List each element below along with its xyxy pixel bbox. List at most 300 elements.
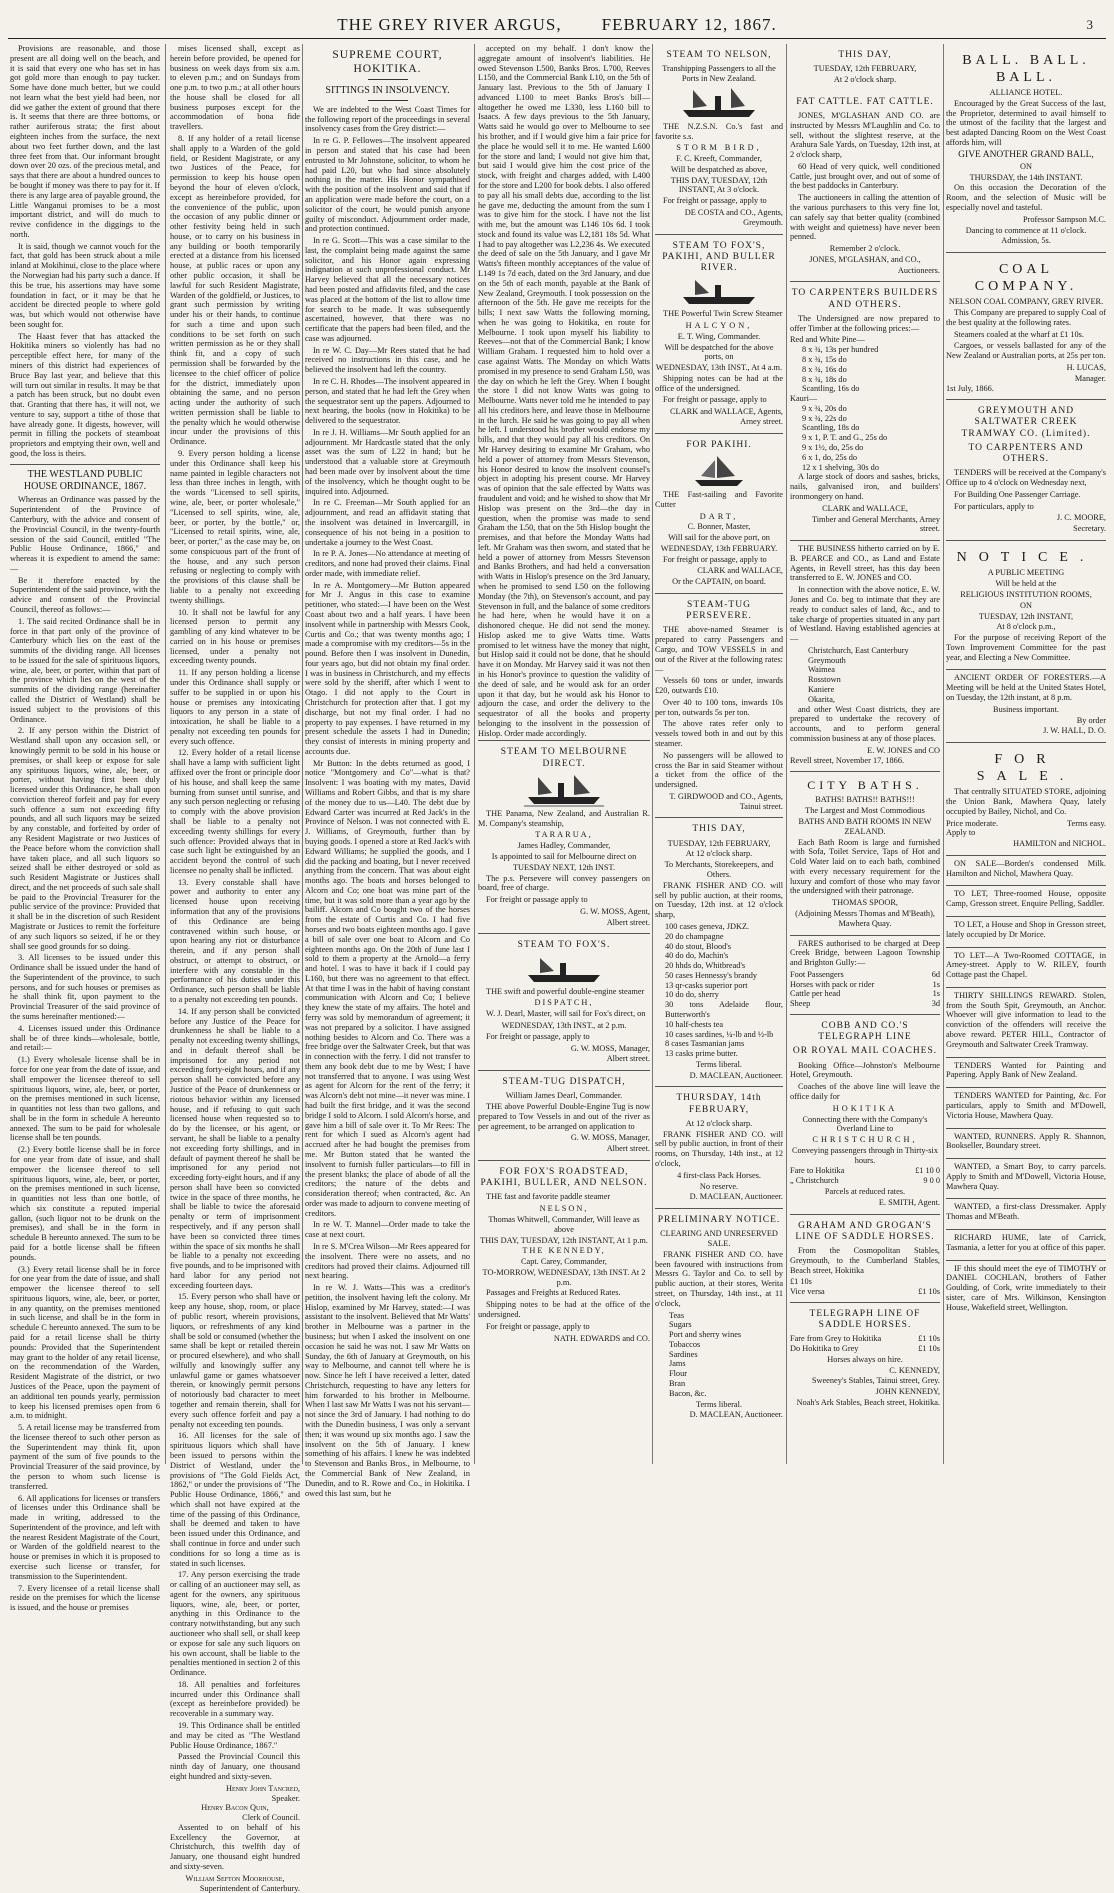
- auction-item: Port and sherry wines: [669, 1330, 742, 1340]
- advertisement: [790, 44, 940, 91]
- ad-text: For freight or passage, apply to: [663, 395, 767, 405]
- fare-value: £1 10 0: [915, 1166, 940, 1176]
- ad-text: For freight or passage apply to: [486, 895, 588, 905]
- ordinance-paragraph: 17. Any person exercising the trade or calling of an auctioneer may sell, as agent for the owners, any spirituous liquors, wine, ale, beer, or porter, anything in this Ordinance to the contrary notwithstanding, but any such auctioneer who shall sell, or shall keep or expose for sale any such liquors on his own account, shall be liable to the penalties mentioned in section 2 of this Ordinance.: [170, 1570, 300, 1678]
- ad-signature: By order: [1076, 715, 1106, 725]
- ad-signature: E. W. JONES and CO: [867, 745, 940, 755]
- ad-subheading: Transhipping Passengers to all the Ports in New Zealand.: [662, 64, 776, 83]
- ad-heading: BALL. BALL. BALL.: [962, 53, 1090, 85]
- ad-date: WEDNESDAY, 13th INST., at 2 p.m.: [501, 1021, 627, 1031]
- auction-item-list: [655, 922, 783, 1059]
- ordinance-paragraph: 5. A retail license may be transferred from the licensee thereof to such other person as the Superintendent may think fit, upon payment of the sum of five pounds to the Provincial Treasurer of the said province, by the person to whom such license is transferred.: [10, 1423, 160, 1491]
- classified-ad: [946, 1129, 1106, 1160]
- classified-ad: [946, 1199, 1106, 1230]
- page-number: 3: [1086, 17, 1094, 32]
- court-paragraph: In re S. M'Crea Wilson—Mr Rees appeared for the insolvent. There were no assets, and no creditors had proved their claims. Adjourned till next hearing.: [305, 1241, 470, 1281]
- ad-heading: STEAM-TUG DISPATCH,: [502, 1077, 626, 1088]
- ad-address: Albert street.: [606, 1054, 650, 1064]
- article-paragraph: Provisions are reasonable, and those present are all doing well on the beach, and it is said that every one who has set in has got gold more than enough to pay tucker. Some have done much better, but we could not learn what the best yield had been, nor did we gather the extent of ground that there is. It seems that there are three bottoms, or rather auriferous strata; the first about eighteen inches from the surface, the next about two feet further down, and the last three feet from that. Our informant brought down over 20 ozs. of the precious metal, and says that there are about a hundred ounces to be bought if money was there to pay for it. If there is any large area of payable ground, the Little Wanganui promises to be a most important district, and will do much to revive confidence in the diggings to the north.: [10, 44, 160, 239]
- ad-text: Will be held at the: [995, 579, 1057, 589]
- court-paragraph: Mr Button: In the debts returned as good, I notice "Montgomery and Co"—what is that? Insolvent: I was boating with my mates, David Williams and Robert Gibbs, and that is my share of the money due to us—L40. The debt due by Edward Carter was incurred at Red Jack's in the Province of Nelson. I was not connected with E. J. Williams, of Greymouth, further than by buying goods. I opened a store at Red Jack's with Edward Williams; he supplied the goods, and I did the packing and boating, but I never received anything from the concern. That was about eight months ago. The boats and horses belonged to Alcorn and Co; one boat was mine part of the time, but it was sold more than a year ago by the bailiff. Alcorn and Co bought two of the horses from the estate of Curtis and Co. I had five horses and two boats eighteen months ago. I gave a bill of sale over one boat to Alcorn and Co eighteen months ago. On the 20th of June last I sold to them a property at the Arnold—a ferry and hotel. I was to have it back if I could pay L160, but there was no agreement to that effect. At that time I was in the habit of having constant communication with Alcorn and Co; I believe they knew the state of my affairs. The hotel and ferry was sold by memorandum of agreement; it was not prepared by a solicitor. I have assigned nothing besides to Alcorn and Co. There was a free bridge over the Saltwater Creek, but that was in connection with the ferry. I did not transfer to them any book debt due to me by West; I have not transferred that to anyone. I was using West as agent for Alcorn for the rent of the ferry; it was Alcorn's debt not mine—it never was mine. I had built the first bridge, and it was the second bridge I sold to Alcorn. I sold Alcorn's horse, and gave him a bill of sale over it. To Mr Rees: The rent for which I sued as Alcorn's agent had accrued after he had bought the premises from me. Mr Button stated that he wanted the insolvent to furnish fuller particulars—to fill in the present blanks; the place of abode of all the creditors; the nature of the debts and consideration thereof; when contracted, &c. An order was made to adjourn to convene meeting of creditors.: [305, 758, 470, 1218]
- court-paragraph: In re J. H. Williams—Mr South applied for an adjournment. Mr Hardcastle stated that the only asset was the sum of L22 in hand; but he understood that a valuable store at Greymouth had been made over by insolvent about the time of the insolvency, which he thought ought to be inquired into. Adjourned.: [305, 427, 470, 496]
- ad-text: Will be despatched for the above ports, on: [664, 342, 774, 362]
- fare-row: [790, 980, 940, 990]
- fare-row: [790, 989, 940, 999]
- fare-value: 6d: [931, 969, 940, 979]
- ordinance-paragraph: 1. The said recited Ordinance shall be in force in that part only of the province of Canterbury which lies on the east of the summits of the dividing range. All licenses to be issued for the sale of spirituous liquors, wine, ale, beer, or porter, within that part of the province which lies on the west of the summits of the dividing range (hereinafter called the District of Westland) shall be issued subject to the provisions of this Ordinance.: [10, 616, 160, 724]
- fare-note: Parcels at reduced rates.: [824, 1187, 906, 1197]
- classified-ad: [946, 948, 1106, 988]
- ad-agent: G. W. MOSS, Manager,: [570, 1043, 650, 1053]
- ordinance-paragraph: 8. If any holder of a retail license shall apply to a Warden of the gold field, or Resident Magistrate, or any two Justices of the Peace, for permission to keep his house open beyond the hour of eleven o'clock, except as hereinbefore provided, for the convenience of the public, upon the occasion of any public dinner or other festivity being held in such house, or to carry on his business in any building or booth temporarily erected at a distance from his licensed house, at public races or upon any other public occasion, it shall be lawful for such Resident Magistrate, Warden of the goldfield, or Justices, to grant such permission by writing under his or their hands, to continue for such a time and upon such conditions to be set forth on such written permission as he or they shall think fit, and a copy of such permission shall be forwarded by the licensee to the chief officer of police for the district, immediately upon obtaining the same, and no person acting under the authority of such written permission shall be liable to the penalty which he would otherwise incur under the provisions of this Ordinance.: [170, 134, 300, 447]
- ordinance-paragraph: 7. Every licensee of a retail license shall reside on the premises for which the license is issued, and the house or premises: [10, 1583, 160, 1613]
- article-paragraph: The Haast fever that has attacked the Hokitika miners so violently has had no perceptible effect here, for many of the miners of this district had experiences of Bruce Bay last year, and believe that this will turn out similar in results. It may be that a patch has been struck, but no doubt even that. Granting that there has, it will not, we venture to say, support a tithe of those that have already gone. It digests, however, will permit in filling the pockets of steamboat proprietors and emptying their own, well and good, the loss is theirs.: [10, 331, 161, 459]
- advertisement: [478, 934, 650, 1071]
- ship-name: HALCYON,: [685, 320, 753, 330]
- ad-agent: G. W. MOSS, Agent,: [580, 906, 650, 916]
- ad-signature-role: Noah's Ark Stables, Beach street, Hokitika.: [796, 1397, 940, 1407]
- advertisement: [655, 818, 783, 1087]
- court-paragraph: In re G. Scott—This was a case similar to the last, the complaint being made against the same solicitor, and his Honor again expressing indignation at such unprofessional conduct. Mr Harvey believed that all the necessary notices had been posted and affidavits filed, and the case was placed at the bottom of the list to allow time for search to be made. It was subsequently ascertained, however, that there was no certificate that the papers had been filed, and the case was adjourned.: [305, 236, 470, 343]
- ad-rate: Vessels 60 tons or under, inwards £20, outwards £10.: [655, 676, 783, 696]
- ad-heading: PRELIMINARY NOTICE.: [657, 1215, 781, 1226]
- auctioneer-role: Auctioneers.: [897, 265, 940, 275]
- price-row: 8 x ¾, 13s per hundred: [802, 345, 879, 355]
- advertisement: [655, 594, 783, 818]
- column-divider: [165, 44, 166, 1464]
- ad-text: ON: [1020, 161, 1032, 171]
- court-paragraph: In re W. C. Day—Mr Rees stated that he had received no instructions in this case, and he believed the insolvent had left the country.: [305, 345, 470, 375]
- fare-label: Fare to Hokitika: [790, 1166, 845, 1176]
- ad-signature-role: Sweeney's Stables, Tainui street, Grey.: [811, 1376, 940, 1386]
- classified-ad: [946, 1088, 1106, 1128]
- ad-text: Conveying passengers through in Thirty-six hours.: [792, 1145, 938, 1165]
- ad-subheading: GIVE ANOTHER GRAND BALL,: [958, 149, 1094, 160]
- ad-heading: FOR PAKIHI.: [686, 439, 752, 450]
- agency-place: Christchurch, East Canterbury: [808, 645, 909, 655]
- ordinance-paragraph: 10. It shall not be lawful for any licensed person to permit any gambling of any kind whatever to be carried on in his house or premises licensed, under a penalty not exceeding twenty pounds.: [170, 607, 300, 666]
- auction-item: 10 do do, sherry: [665, 990, 719, 1000]
- price-list: [790, 404, 940, 472]
- ad-heading: STEAM-TUG PERSEVERE.: [686, 600, 752, 622]
- ad-text: Business important.: [993, 704, 1059, 714]
- classified-text: WANTED, a Smart Boy, to carry parcels. Apply to Smith and M'Dowell, Victoria House, Mawhera Quay.: [946, 1162, 1106, 1191]
- column-1: [10, 44, 161, 1613]
- fare-row: [790, 1166, 940, 1176]
- auction-item: Sardines: [669, 1349, 698, 1359]
- masthead-rule: [8, 38, 1106, 39]
- auction-item: 13 qr-casks superior port: [665, 980, 748, 990]
- advertisement: [790, 282, 940, 541]
- classified-text: TO LET, a House and Shop in Gresson street, lately occupied by Dr Morice.: [946, 920, 1106, 939]
- ad-text: For particulars, apply to: [954, 501, 1034, 511]
- article-paragraph: It is said, though we cannot vouch for the fact, that gold has been struck about a mile inland at Mokihinui, close to the place where the Norwegian had his party such a dance. If this be true, his assertions may have some foundation in fact, or it may be that he accident be directed people to where gold was, but which would not otherwise have been sought for.: [10, 241, 160, 329]
- ad-signature-role: Manager.: [1074, 373, 1106, 383]
- price-list: [790, 345, 940, 394]
- auctioneer: D. MACLEAN, Auctioneer.: [689, 1410, 783, 1420]
- signature: Henry Bacon Quin,: [201, 1803, 269, 1813]
- ad-text: For freight or passage, apply to: [486, 1031, 590, 1041]
- ad-text: For freight or passage, apply to: [663, 554, 767, 564]
- ad-text: Steamers coaled at the wharf at £1 10s.: [954, 329, 1084, 339]
- court-paragraph: In re G. P. Fellowes—The insolvent appeared in person and stated that his case had been entrusted to Mr Johnstone, solicitor, to whom he had paid L20, but who had since absolutely nothing in the matter. His Honor sympathised with the position of the insolvent and said that if an application were made before the court, on a solicitor of the court, he would punish anyone guilty of misconduct. Adjournment order made, and protection continued.: [305, 136, 470, 234]
- auction-item: 40 do do, Machin's: [665, 951, 729, 961]
- ad-heading: THURSDAY, 14th FEBRUARY,: [676, 1093, 762, 1115]
- masthead: [0, 12, 1114, 38]
- classified-text: TENDERS WANTED for Painting, &c. For particulars, apply to Smith and M'Dowell, Victoria House, Mawhera Quay.: [946, 1091, 1106, 1120]
- classified-ad: [946, 856, 1106, 887]
- ordinance-paragraph: Passed the Provincial Council this ninth day of January, one thousand eight hundred and sixty-seven.: [170, 1752, 300, 1781]
- price-group-label: Red and White Pine—: [790, 335, 865, 345]
- ad-heading: GRAHAM AND GROGAN'S LINE OF SADDLE HORSES.: [795, 1220, 935, 1242]
- advertisement: [655, 1209, 783, 1426]
- ad-address: Albert street.: [606, 1144, 650, 1154]
- ordinance-paragraph: 16. All licenses for the sale of spirituous liquors which shall have been issued to persons within the District of Westland, under the provisions of "The Gold Fields Act, 1862," or under the provisions of "The Public House Ordinance, 1866," and which shall not have expired at the time of the passing of this Ordinance, shall be deemed and taken to have been issued under this Ordinance, and shall continue in force and under such conditions for so long a time as is stated in such licenses.: [170, 1431, 300, 1568]
- classified-ad: [946, 1230, 1106, 1261]
- price-row: 9 x ¾, 22s do: [802, 413, 847, 423]
- ordinance-paragraph: 13. Every constable shall have power and authority to enter any licensed house upon receiving information that any of the provisions of this Ordinance are being contravened within such house, or upon hearing any riot or disturbance therein, and if any person shall obstruct, or attempt to obstruct, or interfere with any constable in the performance of his duties under this Ordinance, such person shall be liable to a penalty not exceeding ten pounds.: [170, 877, 300, 1004]
- ad-text: Booking Office—Johnston's Melbourne Hotel, Greymouth.: [790, 1060, 940, 1080]
- auction-item: 50 cases Hennessy's brandy: [665, 970, 758, 980]
- ad-text: Coaches of the above line will leave the office daily for: [790, 1082, 940, 1101]
- ad-date: TO-MORROW, WEDNESDAY, 13th INST. At 2 p.m.: [482, 1267, 646, 1287]
- ad-signature: JOHN KENNEDY,: [875, 1387, 940, 1397]
- column-3: [305, 44, 470, 1498]
- column-divider: [474, 44, 475, 1464]
- ad-text: THE Fast-sailing and Favorite Cutter: [655, 489, 783, 509]
- auctioneer: D. MACLEAN, Auctioneer.: [689, 1070, 783, 1080]
- ad-text: For the purpose of receiving Report of the Town Improvement Committee for the past year, and Electing a New Committee.: [946, 633, 1106, 662]
- ad-text: Passages and Freights at Reduced Rates.: [486, 1288, 621, 1298]
- ad-signature-role: Timber and General Merchants, Arney street.: [811, 514, 940, 534]
- ordinance-paragraph: (1.) Every wholesale license shall be in force for one year from the date of issue, and shall empower the licensee thereof to sell spirituous liquors, wine, ale, beer, or porter, on the premises mentioned in such license, in quantities not less than two gallons, and shall be in the form in schedule A hereunto annexed. The sum to be paid for wholesale license shall be ten pounds.: [10, 1055, 160, 1143]
- ad-text: For freight or passage, apply to: [663, 196, 767, 206]
- ad-date: 1st July, 1866.: [946, 384, 994, 394]
- classified-text: ON SALE—Borden's condensed Milk. Hamilton and Nichol, Mawhera Quay.: [946, 858, 1106, 878]
- auction-item: 4 first-class Pack Horses.: [677, 1170, 761, 1180]
- auctioneer: D. MACLEAN, Auctioneer.: [689, 1192, 783, 1202]
- ad-text: The Undersigned are now prepared to offer Timber at the following prices:—: [790, 313, 940, 333]
- assent-paragraph: Assented to on behalf of his Excellency the Governor, at Christchurch, this twelfth day of January, one thousand eight hundred and sixty-seven.: [170, 1822, 300, 1871]
- classified-ad: [946, 917, 1106, 948]
- ad-terms-row: [946, 819, 1106, 829]
- ad-agent: DE COSTA and CO., Agents, Greymouth.: [684, 208, 783, 227]
- fare-value: 3d: [931, 999, 940, 1009]
- ad-text: This Company are prepared to supply Coal of the best quality at the following rates.: [946, 307, 1106, 327]
- ad-heading: THIS DAY,: [692, 824, 746, 835]
- ad-text: James Hadley, Commander,: [517, 841, 611, 851]
- ad-heading: STEAM TO FOX'S.: [517, 940, 611, 951]
- auction-item-list: [655, 1311, 783, 1399]
- advertisement: [790, 936, 940, 1015]
- court-paragraph: In re W. T. Mannel—Order made to take the case at next court.: [305, 1220, 470, 1240]
- ad-date: THURSDAY, the 14th INSTANT.: [969, 172, 1083, 182]
- ad-text: THE N.Z.S.N. Co.'s fast and favorite s.s.: [655, 121, 783, 141]
- ship-name: DART,: [699, 511, 739, 521]
- ad-text: THE BUSINESS hitherto carried on by E. B. PEARCE and CO., as Land and Estate Agents, in Revell street, has this day been transferred to E. W. JONES and CO.: [790, 544, 940, 583]
- fare-row: [790, 1344, 940, 1354]
- ad-signature: CLARK and WALLACE,: [822, 503, 908, 513]
- auction-item: Bran: [669, 1379, 686, 1389]
- signature: Henry John Tancred,: [225, 1783, 300, 1793]
- ad-date: TUESDAY NEXT, 12th INST.: [512, 862, 616, 872]
- court-paragraph: In re C. H. Rhodes—The insolvent appeared in person, and stated that he had left the Grey when the sequestrator sent up the papers. Adjourned to next hearing, the books (now in Hokitika) to be delivered to the sequestrator.: [305, 377, 470, 426]
- ad-rate: Over 40 to 100 tons, inwards 10s per ton, outwards 5s per ton.: [655, 697, 783, 717]
- masthead-title: THE GREY RIVER ARGUS,: [337, 15, 562, 34]
- ad-heading: FOR SALE.: [976, 752, 1076, 784]
- price-row: Scantling, 18s do: [802, 423, 860, 433]
- ordinance-paragraph: 2. If any person within the District of Westland shall upon any occasion sell, or knowingly permit to be sold in his house or premises, or shall keep or expose for sale any spirituous liquors, wine, ale, beer, or porter, without having first been duly licensed under this Ordinance, he shall upon conviction thereof forfeit and pay for every such offence a sum not exceeding fifty pounds, and all such liquors may be seized by any constable, and forfeited by order of any Resident Magistrate or two Justices of the Peace before whom the conviction shall have taken place, and all such liquors so seized shall be either destroyed or sold as such Resident Magistrate or Justices shall direct, and the net proceeds of such sale shall be paid to the Provincial Treasurer for the public service of the province: Provided that it shall be in the discretion of such Resident Magistrate or Justices to remit the forfeiture of any such liquors so seized, if he or they shall see good grounds for so doing.: [10, 726, 160, 951]
- auction-item: Flour: [669, 1369, 687, 1379]
- ad-text: The auctioneers in calling the attention of the various purchasers to this very fine lot, can safely say that better quality (combined with weight and quietness) have never been penned.: [790, 193, 940, 242]
- price-row: 8 x ¾, 16s do: [802, 364, 847, 374]
- auction-item: 20 do champagne: [665, 931, 724, 941]
- ad-text: William James Dearl, Commander.: [505, 1091, 623, 1101]
- steamship-icon: [679, 277, 759, 307]
- auction-item: 10 half-chests tea: [665, 1019, 724, 1029]
- ad-text: Remember 2 o'clock.: [829, 244, 901, 254]
- agency-place: Okarita,: [808, 694, 835, 704]
- price-row: 9 x 1½, do, 25s do: [802, 443, 864, 453]
- ad-agent: T. GIRDWOOD and CO., Agents, Tainui street.: [669, 791, 783, 811]
- ad-text: Admission, 5s.: [1001, 236, 1051, 246]
- steamship-icon: [524, 955, 604, 985]
- auctioneer: JONES, M'GLASHAN, and CO.,: [809, 254, 921, 264]
- ad-text: No passengers will be allowed to cross the Bar in said Steamer without a ticket from the office of the undersigned.: [655, 750, 783, 790]
- ad-signature: HAMILTON and NICHOL.: [1013, 839, 1106, 849]
- ad-heading: FAT CATTLE. FAT CATTLE.: [796, 96, 934, 107]
- ad-text: Connecting there with the Company's Overland Line to: [802, 1114, 928, 1134]
- ad-text: THE swift and powerful double-engine steamer: [486, 986, 645, 996]
- court-heading: SUPREME COURT, HOKITIKA.: [332, 49, 443, 75]
- classified-ad: [946, 886, 1106, 917]
- ad-text: Cargoes, or vessels ballasted for any of the New Zealand or Australian ports, at 25s per ton.: [946, 341, 1106, 361]
- advertisement: [790, 91, 940, 283]
- ad-heading: OR ROYAL MAIL COACHES.: [792, 1046, 938, 1057]
- price-row: Scantling, 16s do: [802, 384, 860, 394]
- ship-name: TARARUA,: [535, 830, 593, 840]
- price-row: 12 x 1 shelving, 30s do: [802, 462, 879, 472]
- ordinance-paragraph: Whereas an Ordinance was passed by the Superintendent of the Province of Canterbury, with the advice and consent of the Provincial Council, in the twenty-fourth session of the said Council, entitled "The Public House Ordinance, 1866," and whereas it is expedient to amend the same:—: [10, 495, 160, 573]
- destination: CHRISTCHURCH,: [812, 1135, 918, 1145]
- advertisement: [790, 1015, 940, 1215]
- ordinance-paragraph: 15. Every person who shall have or keep any house, shop, room, or place of public resort, wherein provisions, liquors, or refreshments of any kind shall be sold or consumed (whether the same shall be kept or retailed therein or procured elsewhere), and who shall wilfully and knowingly suffer any unlawful game or games whatsoever therein, or knowingly permit persons of notoriously bad character to meet together and remain therein, shall for every such offence forfeit and pay a penalty not exceeding ten pounds.: [170, 1292, 300, 1429]
- ad-time: At 8 o'clock p.m.,: [996, 622, 1056, 632]
- auction-item: Bacon, &c.: [669, 1388, 707, 1398]
- ship-name: STORM BIRD,: [676, 143, 762, 153]
- ad-terms: Terms liberal.: [696, 1399, 742, 1409]
- fare-row: [790, 999, 940, 1009]
- fare-value: 1s: [932, 989, 940, 999]
- advertisement: [790, 772, 940, 935]
- ad-text: Shipping notes to be had at the office of the undersigned.: [478, 1300, 650, 1320]
- ad-heading: COAL COMPANY.: [974, 262, 1078, 294]
- advertisement: [478, 1071, 650, 1161]
- auction-item: Jams: [669, 1359, 686, 1369]
- ad-text: For Building One Passenger Carriage.: [954, 489, 1081, 499]
- ad-text: THE fast and favorite paddle steamer: [486, 1192, 611, 1202]
- auction-item: 40 do stout, Blood's: [665, 941, 732, 951]
- signature-role: Superintendent of Canterbury.: [199, 1883, 300, 1893]
- ordinance-paragraph: 4. Licenses issued under this Ordinance shall be of three kinds—wholesale, bottle, and retail:—: [10, 1023, 160, 1053]
- fare-label: Cattle per head: [790, 989, 841, 999]
- ad-text: FRANK FISHER AND CO. will sell by public auction, at their rooms, on Tuesday, 12th inst. at 12 o'clock sharp,: [655, 880, 783, 920]
- ad-heading: TO CARPENTERS BUILDERS AND OTHERS.: [791, 288, 939, 310]
- ad-heading: STEAM TO FOX'S, PAKIHI, AND BULLER RIVER.: [662, 240, 776, 273]
- ordinance-paragraph: 19. This Ordinance shall be entitled and may be cited as "The Westland Public House Ordinance, 1867.": [170, 1721, 300, 1750]
- column-divider: [943, 44, 944, 1464]
- advertisement: [946, 400, 1106, 541]
- fare-value: £1 10s: [918, 1287, 940, 1297]
- ad-date: THIS DAY, TUESDAY, 12th INSTANT, At 3 o'clock.: [670, 175, 768, 195]
- ad-date: WEDNESDAY, 13th INST., At 4 a.m.: [655, 363, 783, 373]
- ad-text: TENDERS will be received at the Company's Office up to 4 o'clock on Wednesday next,: [946, 468, 1106, 488]
- ad-text: For freight or passage, apply to: [486, 1321, 590, 1331]
- signature-role: Speaker.: [271, 1793, 300, 1803]
- classified-ad: [946, 988, 1106, 1058]
- ad-signature-role: (Adjoining Messrs Thomas and M'Beath), Mawhera Quay.: [795, 909, 935, 928]
- agency-place: Greymouth: [808, 655, 846, 665]
- ad-text: Will be despatched as above,: [670, 164, 768, 174]
- fare-value: 9 0 0: [923, 1176, 940, 1186]
- column-4: [478, 44, 650, 1464]
- ad-text: Shipping notes can be had at the office of the undersigned.: [655, 373, 783, 393]
- ad-subheading: NELSON COAL COMPANY, GREY RIVER.: [948, 297, 1104, 307]
- fare-row: [790, 1287, 940, 1297]
- classified-text: WANTED, a first-class Dressmaker. Apply Thomas and M'Beath.: [946, 1202, 1106, 1222]
- ad-text: That centrally SITUATED STORE, adjoining the Union Bank, Mawhera Quay, lately occupied by Bailey, Nichol, and Co.: [946, 787, 1106, 816]
- ordinance-paragraph: (3.) Every retail license shall be in force for one year from the date of issue, and shall empower the licensee thereof to sell spirituous liquors, wine, ale, beer, or porter, in any quantity, on the premises mentioned in such license, and shall be in the form in schedule C hereunto annexed. The sum to be paid for a retail license shall be thirty pounds: Provided that the Superintendent may grant to the holder of any retail license, on the recommendation of the Warden, Resident Magistrate of the district, or two Justices of the Peace, upon the payment of an additional ten pounds yearly, permission to keep his licensed premises open from 6 a.m. to midnight.: [10, 1264, 160, 1421]
- advertisement: [655, 1087, 783, 1209]
- ad-date: WEDNESDAY, 13th FEBRUARY.: [660, 543, 778, 553]
- ordinance-paragraph: 11. If any person holding a license under this Ordinance shall supply or suffer to be supplied in or upon his house or premises any intoxicating liquors to any person in a state of intoxication, he shall be liable to a penalty not exceeding ten pounds for every such offence.: [170, 668, 300, 746]
- advertisement: [946, 541, 1106, 671]
- price-row: 9 x 1, P. T. and G., 25s do: [802, 433, 888, 443]
- ad-text: W. J. Dearl, Master, will sail for Fox's direct, on: [486, 1009, 646, 1019]
- ad-text: and other West Coast districts, they are prepared to undertake the recovery of accounts, and to perform general commission business at any of those places.: [790, 704, 940, 743]
- ad-signature: H. LUCAS,: [1066, 362, 1106, 372]
- ad-signature: THOMAS SPOOR,: [832, 898, 898, 908]
- agency-place: Waimea: [808, 665, 835, 675]
- ad-terms: Terms liberal.: [696, 1059, 742, 1069]
- ad-time: At 12 o'clock sharp.: [685, 849, 753, 859]
- fare-label: Do Hokitika to Grey: [790, 1344, 859, 1354]
- ad-text: F. C. Kreeft, Commander,: [676, 154, 762, 164]
- ad-heading: TELEGRAPH LINE OF SADDLE HORSES.: [809, 1308, 921, 1331]
- ad-agent: CLARK and WALLACE, Agents, Arney street.: [670, 407, 783, 426]
- ad-text: Encouraged by the Great Success of the last, the Proprietor, determined to avail himself to the utmost of the facility that the largest and best adapted Dancing Room on the West Coast affords him, will: [946, 98, 1106, 147]
- auction-item: 10 cases sardines, ¼-lb and ½-lb: [665, 1029, 774, 1039]
- column-7: [946, 44, 1106, 1464]
- ad-text: Apply to: [946, 828, 976, 838]
- ad-text: The p.s. Persevere will convey passengers on board, free of charge.: [478, 873, 650, 893]
- ship-name: THE KENNEDY,: [522, 1246, 606, 1256]
- classified-text: IF this should meet the eye of TIMOTHY or DANIEL COCHLAN, brothers of Father Goulding, of Cork, write immediately to their sister, care of Mrs. Wilkinson, Kensington House, Wakefield street, Wellington.: [946, 1263, 1106, 1312]
- advertisement: [790, 1303, 940, 1414]
- auction-item: Sugars: [669, 1320, 692, 1330]
- ad-agent: NATH. EDWARDS and CO.: [553, 1333, 650, 1343]
- agency-list: [790, 646, 940, 705]
- ad-heading: FOR FOX'S ROADSTEAD, PAKIHI, BULLER, AND NELSON.: [480, 1167, 648, 1189]
- advertisement: [478, 740, 650, 934]
- ordinance-paragraph: 9. Every person holding a license under this Ordinance shall keep his name painted in legible characters not less than three inches in length, with the words "Licensed to sell spirits, wine, ale, beer, or porter wholesale," "Licensed to sell spirits, wine, ale, beer, or porter, by the bottle," or, "Licensed to retail spirits, wine, ale, beer, or porter," as the case may be, on some conspicuous part of the front of the house, and any such person refusing or neglecting to comply with the provisions of this clause shall be liable to a penalty not exceeding twenty shillings.: [170, 449, 300, 605]
- classified-ad: [946, 1261, 1106, 1320]
- price-row: 8 x ¾, 15s do: [802, 355, 847, 364]
- steamship-icon: [679, 86, 759, 120]
- ad-text: Thomas Whitwell, Commander, Will leave as above: [488, 1215, 640, 1234]
- ad-heading: TO CARPENTERS AND OTHERS.: [968, 442, 1084, 465]
- ad-address: Albert street.: [606, 917, 650, 927]
- fare-label: Horses with pack or rider: [790, 979, 875, 989]
- agency-place: Kaniere: [808, 685, 835, 694]
- column-2: [170, 44, 300, 1893]
- ad-text: Horses always on hire.: [827, 1354, 903, 1364]
- ad-text: FRANK FISHER AND CO. will sell by public auction, in front of their rooms, on Thursday, 14th inst., at 12 o'clock,: [655, 1129, 783, 1168]
- fare-label: Fare from Grey to Hokitika: [790, 1334, 882, 1344]
- ad-agent: G. W. MOSS, Manager,: [570, 1133, 650, 1143]
- ad-subheading: A PUBLIC MEETING: [987, 568, 1065, 578]
- ad-heading: CITY BATHS.: [807, 778, 923, 793]
- ad-terms: No reserve.: [699, 1181, 739, 1191]
- ship-name: NELSON,: [539, 1204, 589, 1214]
- ad-heading: STEAM TO MELBOURNE DIRECT.: [500, 747, 628, 769]
- auction-item: 13 casks prime butter.: [665, 1049, 738, 1059]
- classified-text: RICHARD HUME, late of Carrick, Tasmania, a letter for you at office of this paper.: [946, 1232, 1106, 1252]
- price-row: 6 x 1, do, 25s do: [802, 452, 858, 462]
- advertisement: [946, 253, 1106, 400]
- ad-terms: Terms easy.: [1067, 818, 1106, 828]
- masthead-date: FEBRUARY 12, 1867.: [601, 15, 777, 34]
- advertisement: [946, 670, 1106, 743]
- ad-text: Is appointed to sail for Melbourne direct on: [491, 852, 637, 861]
- ad-text: E. T. Wing, Commander.: [677, 331, 761, 341]
- court-paragraph: accepted on my behalf. I don't know the aggregate amount of insolvent's liabilities. He owed Stevenson L500, Banks Bros. L700, Reeves L150, and the Commercial Bank L10, on the 5th of January last. Previous to the 5th of January I advanced L100 to meet Banks Bros's bill—altogether he owed me L330, less L160 bill to Isaacs. A few days previous to the 5th January, Watts said he would go over to Melbourne to see his brother, and if I would give him a fair price for the place he would sell it to me. He wanted L600 for the store and land; I would not give him that, but said I would give him the cost price of the stock, with freight and charges added, with L400 for the store and L200 for book debts. I also offered to pay all his small debts due, according to the list he gave me, deducting the amount from the sum I was to give him for the stock. I have not the list with me, but the amount was L146 10s 6d. I took stock and found its value was L2,181 18s 5d. What I had to pay altogether was L2,236 4s. We executed the deed of sale on the 5th January, and I gave Mr Watts's fifteen monthly acceptances of the value of L149 1s 7d each, dated on the 3rd January, and due on the 5th of each month, payable at the Bank of New Zealand, Greymouth. I took possession on the afternoon of the 5th. He gave me receipts for the bills; I next saw Watts the following morning, when he was going to Hokitika, en route for Melbourne. I took upon myself his liability to Reeves—not that of the Commercial Bank; I know William Graham. I requested him to hold over a case against Watts. The Monday on which Watts promised in my presence to send Graham L50, was the day on which he left the Grey. When I bought the store I did not know Watts was going to Melbourne. Watts never told me he intended to pay all his creditors here, and leave those in Melbourne in the lurch. He said he was going to pay all when he left. I understood his brother would endorse my bills, and that they would pay all his creditors. On Mr Harvey desiring to examine Mr Graham, who held a power of attorney from Messrs Stevenson, his Honor desired to know the insolvent counsel's object in adopting his present course. Mr Harvey was of opinion that the sale effected by Watts was fraudulent and void; and he wished to show that Mr Hislop was present on the 3rd—the day in question, when the promise was made to send Graham the L50, that on the 5th Hislop bought the premises, and that before the Monday Watts had left. Mr Graham was then sworn, and stated that he held a power of attorney from Messrs Stevenson and Banks Brothers, and had held a conversation with Watts in Hislop's presence on the 3rd January, when he promised to send L50 on the following Monday (the 7th), on Stevenson's account, and pay Stevenson in full, and the balance of some creditors he had here, when he would have it on a dishonored cheque. He did not send the money. Hislop asked me to give Watts time. Watts promised to let witness have the money that night, but Hislop said it could not be done, that he should have it on Monday. Mr Harvey said it was not then in his Honor's province to question the validity of the deed of sale, and he would ask for an order upon it that day, but he would ask his Honor to adjourn the case, and order the delivery to the sequestrator of all the books and property belonging to the insolvent in the possession of Hislop. Order made accordingly.: [478, 44, 650, 738]
- ad-date: Revell street, November 17, 1866.: [790, 756, 905, 766]
- signature-role: Clerk of Council.: [242, 1813, 300, 1823]
- ad-date: TUESDAY, 12th FEBRUARY,: [813, 64, 917, 74]
- ordinance-paragraph: 6. All applications for licenses or transfers of licenses under this Ordinance shall be made in writing, addressed to the Superintendent of the province, and left with the nearest Resident Magistrate of the Court, or Warden of the goldfield nearest to the house or premises in which it is proposed to exercise such license or transfer, for transmission to the Superintendent.: [10, 1493, 160, 1581]
- divider: [368, 100, 408, 101]
- fare-value: £1 10s: [790, 1277, 812, 1287]
- advertisement: [946, 743, 1106, 856]
- court-subheading: SITTINGS IN INSOLVENCY.: [325, 85, 450, 97]
- advertisement: [790, 541, 940, 772]
- classified-text: WANTED, RUNNERS. Apply R. Shannon, Bookseller, Boundary street.: [946, 1131, 1106, 1151]
- ad-text: ANCIENT ORDER OF FORESTERS.—A Meeting will be held at the United States Hotel, on Tuesday, the 12th instant, at 8 p.m.: [946, 673, 1106, 703]
- ordinance-paragraph: 18. All penalties and forfeitures incurred under this Ordinance shall (except as hereinbefore provided) be recoverable in a summary way.: [170, 1679, 300, 1719]
- column-divider: [652, 44, 653, 1464]
- ad-subheading: RELIGIOUS INSTITUTION ROOMS,: [960, 590, 1092, 600]
- ad-signature: C. KENNEDY,: [889, 1365, 940, 1375]
- ad-subheading: The Largest and Most Commodious: [805, 806, 925, 816]
- ad-text: A large stock of doors and sashes, bricks, nails, galvanised iron, and builders' ironmongery on hand.: [790, 472, 940, 501]
- divider: [368, 79, 408, 80]
- ad-subheading: BATHS AND BATH ROOMS IN NEW ZEALAND.: [798, 816, 932, 836]
- ordinance-heading: THE WESTLAND PUBLIC HOUSE ORDINANCE, 1867.: [10, 464, 160, 493]
- column-5: [655, 44, 783, 1464]
- ad-signature: E. SMITH, Agent.: [878, 1197, 940, 1207]
- ad-text: From the Cosmopolitan Stables, Greymouth, to the Cumberland Stables, Beach street, Hokitika: [790, 1245, 940, 1275]
- classified-text: TO LET—A Two-Roomed COTTAGE, in Arney-street. Apply to W. RILEY, fourth Cottage past the Chapel.: [946, 950, 1106, 980]
- ad-time: At 2 o'clock sharp.: [833, 74, 897, 84]
- ad-subheading: To Merchants, Storekeepers, and Others.: [664, 860, 774, 880]
- ad-agent: CLARK and WALLACE,: [697, 566, 783, 576]
- court-paragraph: We are indebted to the West Coast Times for the following report of the proceedings in several insolvency cases from the Grey district:—: [305, 104, 470, 134]
- ad-signature: J. C. MOORE,: [1056, 513, 1106, 523]
- ordinance-paragraph: 3. All licenses to be issued under this Ordinance shall be issued under the hand of the Superintendent of the province, to such persons, and for such houses or premises as he shall think fit, upon payment to the Provincial Treasurer of the said province of the sums hereinafter mentioned:—: [10, 953, 160, 1022]
- classified-ad: [946, 1058, 1106, 1089]
- ad-text: JONES, M'GLASHAN AND CO. are instructed by Messrs M'Laughlin and Co. to sell, without the slightest reserve, at the Arahura Sale Yards, on Tuesday, 12th inst, at 2 o'clock sharp,: [790, 110, 940, 160]
